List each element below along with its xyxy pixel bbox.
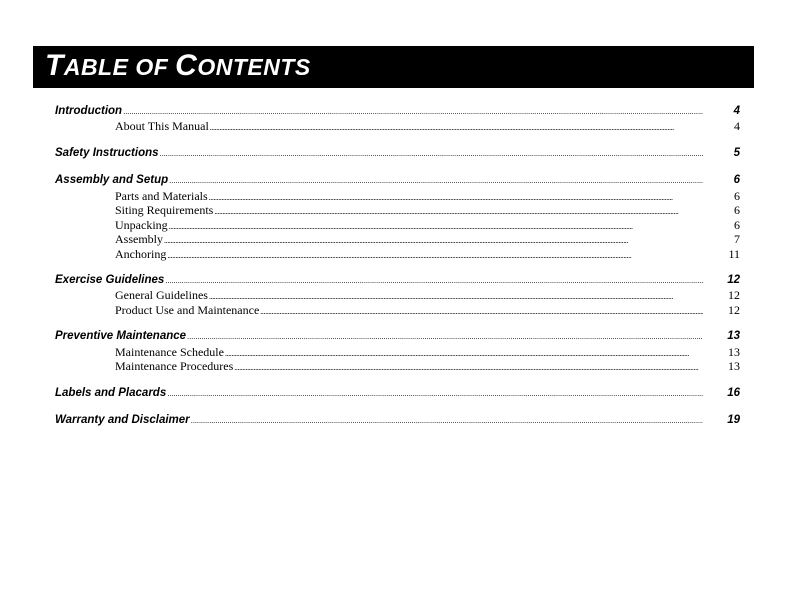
toc-page-number: 13 [727,330,740,342]
toc-label: Introduction [55,105,123,117]
toc-entry-about-manual[interactable] [115,119,703,134]
toc-page-number: 11 [728,247,740,261]
toc-entry-safety[interactable] [55,147,703,159]
title-cap-2: C [175,49,198,82]
toc-page-number: 12 [727,274,740,286]
toc-page-number: 6 [734,203,740,217]
toc-label: Assembly and Setup [55,174,169,186]
title-cap-1: T [45,49,64,82]
toc-page-number: 4 [734,119,740,133]
toc-label: Parts and Materials [115,189,208,203]
toc-entry-general[interactable] [115,288,703,303]
toc-page-number: 13 [728,345,740,359]
dot-leader [209,292,703,301]
toc-page-number: 6 [733,174,740,186]
dot-leader [165,276,703,285]
toc-entry-anchoring[interactable] [115,247,703,262]
dot-leader [123,107,703,116]
dot-leader [209,193,703,202]
toc-label: Maintenance Schedule [115,345,224,359]
toc-label: Exercise Guidelines [55,274,165,286]
dot-leader [191,416,703,425]
toc-page-number: 12 [728,288,740,302]
page-title [45,51,311,82]
title-rest-1: ABLE OF [63,54,176,80]
toc-entry-product-use[interactable] [115,303,703,318]
toc-label: General Guidelines [115,288,208,302]
toc-page-number: 19 [727,414,740,426]
dot-leader [169,176,703,185]
toc-label: Labels and Placards [55,387,167,399]
dot-leader [187,332,703,341]
title-bar [33,46,754,88]
toc-entry-assembly[interactable] [115,232,703,247]
toc-entry-assembly-setup[interactable] [55,174,703,186]
dot-leader [214,207,703,216]
toc-label: Maintenance Procedures [115,359,234,373]
toc-page-number: 4 [733,105,740,117]
dot-leader [260,307,703,316]
toc-label: Safety Instructions [55,147,159,159]
toc-entry-procedures[interactable] [115,359,703,374]
toc-label: About This Manual [115,119,209,133]
dot-leader [167,251,703,260]
title-rest-2: ONTENTS [197,54,311,80]
toc-entry-unpacking[interactable] [115,218,703,233]
dot-leader [164,236,703,245]
toc-page-number: 6 [734,189,740,203]
dot-leader [167,389,703,398]
dot-leader [225,349,703,358]
dot-leader [169,222,703,231]
toc-entry-introduction[interactable] [55,105,703,117]
toc-entry-labels[interactable] [55,387,703,399]
toc-entry-siting[interactable] [115,203,703,218]
toc-page-number: 16 [727,387,740,399]
toc-label: Anchoring [115,247,167,261]
toc-page-number: 5 [733,147,740,159]
dot-leader [234,363,703,372]
toc-label: Unpacking [115,218,168,232]
toc-entry-preventive[interactable] [55,330,703,342]
toc-page-number: 6 [734,218,740,232]
toc-label: Product Use and Maintenance [115,303,260,317]
toc-label: Preventive Maintenance [55,330,187,342]
dot-leader [160,149,703,158]
toc-label: Assembly [115,232,163,246]
toc-page-number: 12 [728,303,740,317]
toc-entry-exercise[interactable] [55,274,703,286]
toc-entry-schedule[interactable] [115,345,703,360]
dot-leader [210,123,703,132]
toc-page-number: 13 [728,359,740,373]
toc-label: Warranty and Disclaimer [55,414,190,426]
toc-entry-warranty[interactable] [55,414,703,426]
toc-label: Siting Requirements [115,203,214,217]
toc-entry-parts[interactable] [115,189,703,204]
toc-page-number: 7 [734,232,740,246]
